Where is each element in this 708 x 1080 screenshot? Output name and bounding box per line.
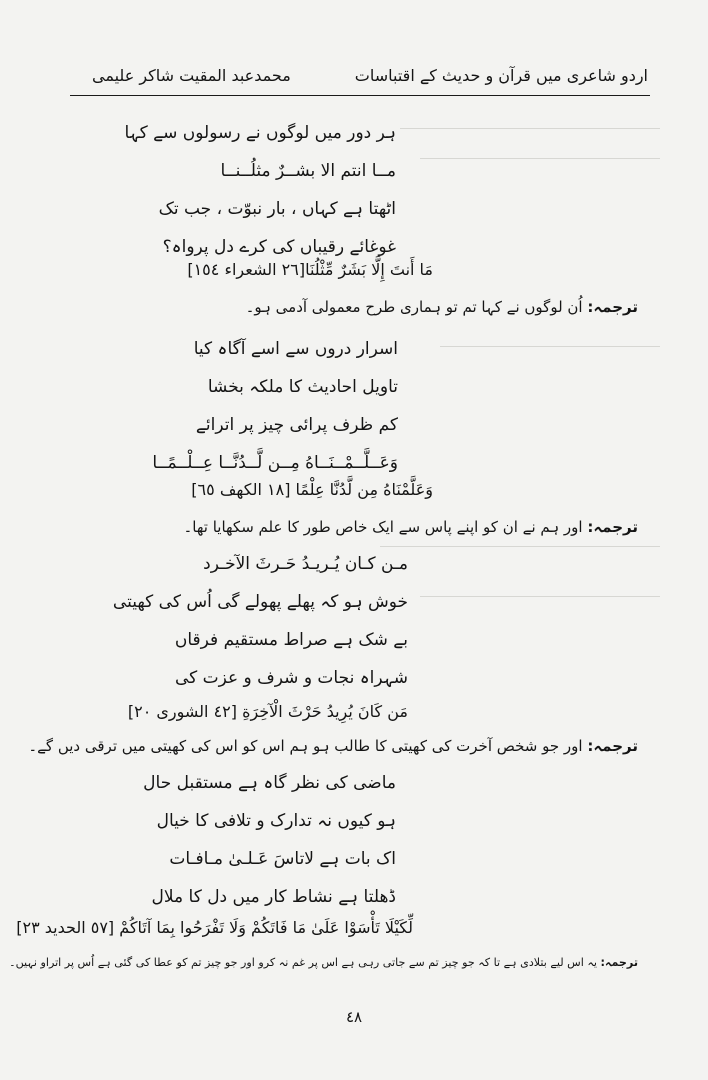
poem-stanza-2 bbox=[152, 330, 398, 482]
poem-stanza-1 bbox=[125, 114, 396, 266]
translation-text: اور جو شخص آخرت کی کھیتی کا طالب ہو ہم اس کو اس کی کھیتی میں ترقی دیں گے۔ bbox=[28, 737, 583, 755]
poem-line: وَعَــلَّــمْــنَــاهُ مِــن لَّــدُنَّــا عِــلْــمًــا bbox=[152, 453, 398, 473]
poem-line: بے شک ہے صراط مستقیم فرقاں bbox=[174, 630, 408, 650]
translation-label: ترجمہ: bbox=[587, 518, 638, 536]
header-rule bbox=[70, 95, 650, 96]
poem-line: اٹھتا ہے کہاں ، بار نبوّت ، جب تک bbox=[158, 199, 396, 219]
translation-1 bbox=[246, 298, 638, 316]
poem-line: مــا انتم الا بشــرٌ مثلُــنــا bbox=[220, 161, 396, 181]
translation-label: ترجمہ: bbox=[600, 956, 638, 969]
poem-line: غوغائے رقیباں کی کرے دل پرواہ؟ bbox=[162, 237, 396, 257]
translation-text: یہ اس لیے بتلادی ہے تا کہ جو چیز تم سے جاتی رہی ہے اس پر غم نہ کرو اور جو چیز تم کو عطا کی گئی ہے اُس پر اتراو نہیں۔ bbox=[9, 956, 597, 969]
poem-stanza-3 bbox=[113, 545, 408, 697]
translation-label: ترجمہ: bbox=[587, 298, 638, 316]
poem-line: ماضی کی نظر گاہ ہے مستقبل حال bbox=[143, 773, 396, 793]
translation-2 bbox=[183, 518, 638, 536]
show-through-line bbox=[440, 346, 660, 347]
poem-line: اسرار دروں سے اسے آگاہ کیا bbox=[193, 339, 398, 359]
translation-text: اور ہم نے ان کو اپنے پاس سے ایک خاص طور کا علم سکھایا تھا۔ bbox=[183, 518, 583, 536]
book-title: اردو شاعری میں قرآن و حدیث کے اقتباسات bbox=[354, 66, 648, 85]
poem-line: تاویل احادیث کا ملکہ بخشا bbox=[207, 377, 398, 397]
author-name: محمدعبد المقیت شاکر علیمی bbox=[92, 66, 291, 85]
quran-reference-1: مَا أَنتَ إِلَّا بَشَرٌ مِّثْلُنَا[٢٦ الشعراء ١٥٤] bbox=[187, 260, 433, 279]
quran-reference-2: وَعَلَّمْنَاهُ مِن لَّدُنَّا عِلْمًا [١٨ الكهف ٦٥] bbox=[191, 480, 433, 499]
poem-stanza-4 bbox=[143, 764, 396, 916]
show-through-line bbox=[380, 546, 660, 547]
poem-line: کم ظرف پرائی چیز پر اترائے bbox=[195, 415, 398, 435]
poem-line: شہراہ نجات و شرف و عزت کی bbox=[174, 668, 408, 688]
poem-line: مـن كـان يُـريـدُ حَـرثَ الآخـرد bbox=[203, 554, 408, 574]
show-through-line bbox=[400, 128, 660, 129]
translation-text: اُن لوگوں نے کہا تم تو ہماری طرح معمولی آدمی ہو۔ bbox=[245, 298, 583, 316]
poem-line: ہر دور میں لوگوں نے رسولوں سے کہا bbox=[124, 123, 396, 143]
translation-3 bbox=[28, 737, 638, 755]
quran-reference-4: لِّكَيْلَا تَأْسَوْا عَلَىٰ مَا فَاتَكُمْ وَلَا تَفْرَحُوا بِمَا آتَاكُمْ [٥٧ الحديد ٢٣] bbox=[16, 918, 413, 937]
translation-label: ترجمہ: bbox=[587, 737, 638, 755]
translation-4 bbox=[9, 956, 638, 969]
show-through-line bbox=[420, 158, 660, 159]
poem-line: اک بات ہے لاتاسَ عَـلـیٰ مـافـات bbox=[169, 849, 396, 869]
quran-reference-3: مَن كَانَ يُرِيدُ حَرْثَ الْآخِرَةِ [٤٢ الشورى ٢٠] bbox=[127, 702, 408, 721]
poem-line: خوش ہو کہ پھلے پھولے گی اُس کی کھیتی bbox=[112, 592, 408, 612]
poem-line: ہو کیوں نہ تدارک و تلافی کا خیال bbox=[156, 811, 396, 831]
page-number: ٤٨ bbox=[345, 1008, 363, 1026]
show-through-line bbox=[420, 596, 660, 597]
poem-line: ڈھلتا ہے نشاط کار میں دل کا ملال bbox=[151, 887, 396, 907]
